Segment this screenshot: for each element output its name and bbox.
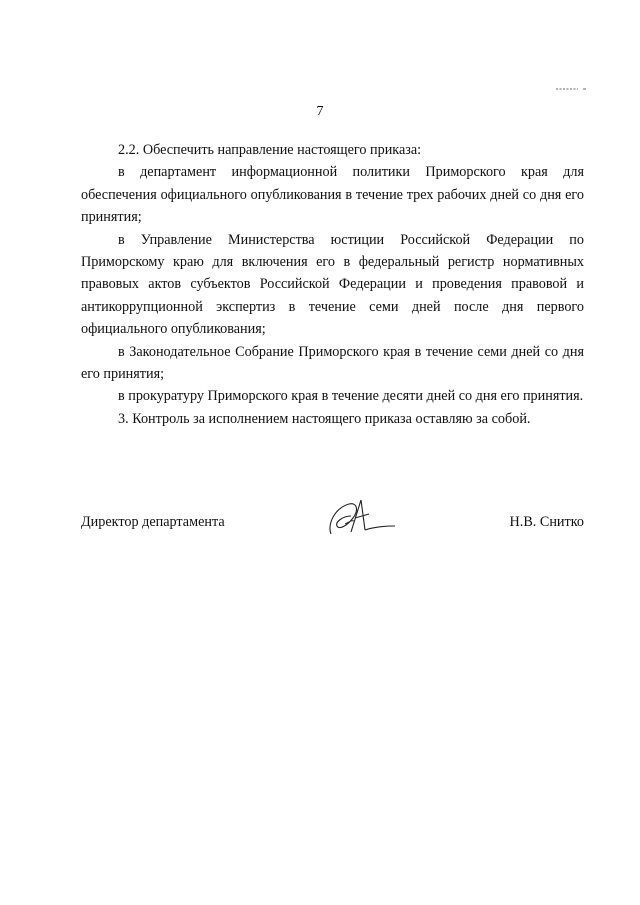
signatory-title: Директор департамента xyxy=(81,514,225,530)
paragraph-ministry-justice: в Управление Министерства юстиции Российской Федерации по Приморскому краю для включения его в федеральный регистр нормативных правовых актов субъектов Российской Федерации и проведения правовой и антикоррупционной экспертиз в течение семи дней после дня первого официального опубликования; xyxy=(81,231,584,338)
signatory-name: Н.В. Снитко xyxy=(509,514,584,530)
signature-block xyxy=(81,512,584,542)
paragraph-info-policy: в департамент информационной политики Приморского края для обеспечения официального опубликования в течение трех рабочих дней со дня его принятия; xyxy=(81,164,584,226)
paragraph-3-control: 3. Контроль за исполнением настоящего приказа оставляю за собой. xyxy=(118,410,531,427)
paragraph-legislative-assembly: в Законодательное Собрание Приморского края в течение семи дней со дня его принятия; xyxy=(81,343,584,383)
scan-corner-mark xyxy=(556,86,592,92)
handwritten-signature xyxy=(321,494,401,544)
paragraph-prosecutor: в прокуратуру Приморского края в течение десяти дней со дня его принятия. xyxy=(118,388,584,405)
paragraph-2-2: 2.2. Обеспечить направление настоящего приказа: xyxy=(118,142,422,158)
document-body xyxy=(81,139,584,430)
page-number: 7 xyxy=(316,104,324,119)
